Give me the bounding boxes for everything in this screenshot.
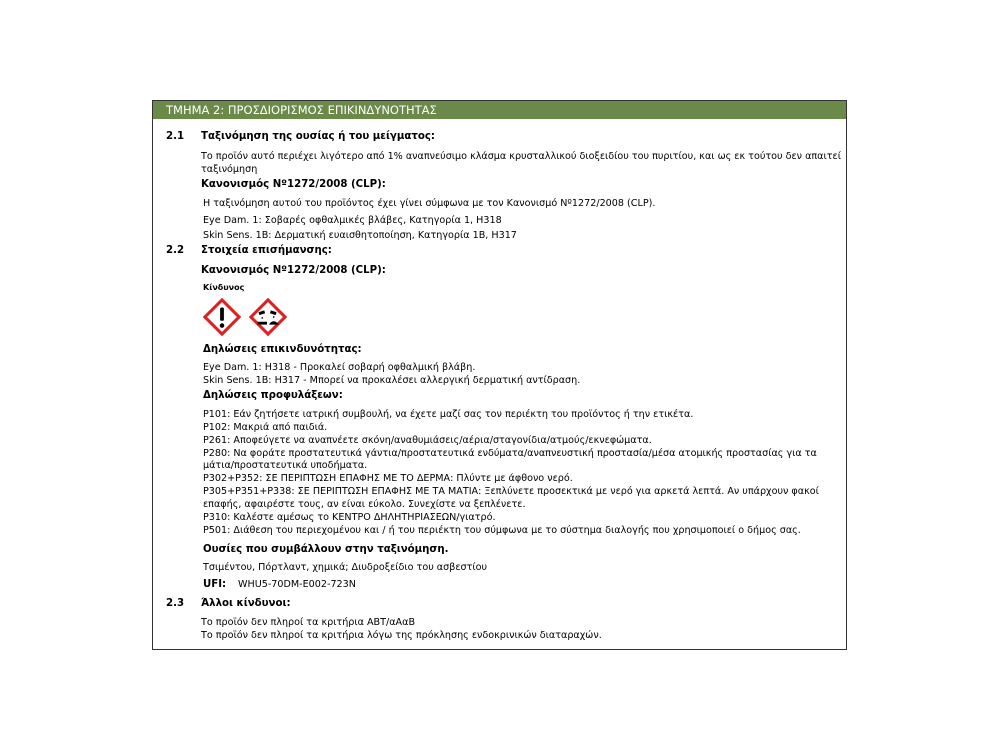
corrosion-icon [249, 298, 287, 336]
s22-regulation-title: Κανονισμός Nº1272/2008 (CLP): [201, 265, 386, 276]
s23-line2: Το προϊόν δεν πληροί τα κριτήρια λόγω της πρόκλησης ενδοκρινικών διαταραχών. [201, 630, 602, 641]
precautionary-statement: P280: Να φοράτε προστατευτικά γάντια/προστατευτικά ενδύματα/αναπνευστική προστασία/μέσα ατομικής προστασίας για τα [203, 448, 817, 459]
s21-text-line1: Το προϊόν αυτό περιέχει λιγότερο από 1% αναπνεύσιμο κλάσμα κρυσταλλικού διοξειδίου του πυριτίου, και ως εκ τούτου δεν απαιτεί [201, 151, 841, 162]
section-header: ΤΜΗΜΑ 2: ΠΡΟΣΔΙΟΡΙΣΜΟΣ ΕΠΙΚΙΝΔΥΝΟΤΗΤΑΣ [153, 101, 846, 119]
section-2-1-number: 2.1 [166, 131, 185, 142]
section-2-box [152, 100, 847, 650]
section-2-2-title: Στοιχεία επισήμανσης: [201, 245, 332, 256]
precautionary-statement: P310: Καλέστε αμέσως το ΚΕΝΤΡΟ ΔΗΛΗΤΗΡΙΑΣΕΩΝ/γιατρό. [203, 512, 496, 523]
contributing-substances-text: Τσιμέντου, Πόρτλαντ, χημικά; Διυδροξείδιο του ασβεστίου [203, 562, 488, 573]
ufi-label: UFI: [203, 579, 227, 590]
section-2-3-title: Άλλοι κίνδυνοι: [201, 598, 291, 609]
s21-text-line2: ταξινόμηση [201, 164, 258, 175]
s23-line1: Το προϊόν δεν πληροί τα κριτήρια ΑΒΤ/αΑαΒ [201, 617, 416, 628]
s21-regulation-title: Κανονισμός Nº1272/2008 (CLP): [201, 179, 386, 190]
precautionary-statement: P101: Εάν ζητήσετε ιατρική συμβουλή, να έχετε μαζί σας τον περιέκτη του προϊόντος ή την ετικέτα. [203, 409, 694, 420]
s21-regulation-text: Η ταξινόμηση αυτού του προϊόντος έχει γίνει σύμφωνα με τον Κανονισμό Nº1272/2008 (CLP). [203, 198, 656, 209]
section-2-3-number: 2.3 [166, 598, 185, 609]
hazard-statement: Eye Dam. 1: H318 - Προκαλεί σοβαρή οφθαλμική βλάβη. [203, 362, 476, 373]
precautionary-statement: επαφής, αφαιρέστε τους, αν είναι εύκολο. Συνεχίστε να ξεπλένετε. [203, 499, 526, 510]
hazard-statement: Skin Sens. 1B: H317 - Μπορεί να προκαλέσει αλλεργική δερματική αντίδραση. [203, 375, 581, 386]
section-2-2-number: 2.2 [166, 245, 185, 256]
s21-classification-2: Skin Sens. 1B: Δερματική ευαισθητοποίηση, Κατηγορία 1B, H317 [203, 230, 517, 241]
precautionary-statement: P305+P351+P338: ΣΕ ΠΕΡΙΠΤΩΣΗ ΕΠΑΦΗΣ ΜΕ ΤΑ ΜΑΤΙΑ: Ξεπλύνετε προσεκτικά με νερό για αρκετά λεπτά. Αν υπάρχουν φακοί [203, 486, 819, 497]
precautionary-statement: μάτια/προστατευτικά υποδήματα. [203, 460, 368, 471]
section-2-1-title: Ταξινόμηση της ουσίας ή του μείγματος: [201, 131, 435, 142]
ufi-value: WHU5-70DM-E002-723N [238, 579, 356, 590]
signal-word: Κίνδυνος [203, 283, 245, 292]
s21-classification-1: Eye Dam. 1: Σοβαρές οφθαλμικές βλάβες, Κατηγορία 1, H318 [203, 215, 502, 226]
contributing-substances-title: Ουσίες που συμβάλλουν στην ταξινόμηση. [203, 544, 449, 555]
precautionary-statements-title: Δηλώσεις προφυλάξεων: [203, 390, 343, 401]
precautionary-statement: P261: Αποφεύγετε να αναπνέετε σκόνη/αναθυμιάσεις/αέρια/σταγονίδια/ατμούς/εκνεφώματα. [203, 435, 652, 446]
hazard-statements-title: Δηλώσεις επικινδυνότητας: [203, 344, 362, 355]
precautionary-statement: P501: Διάθεση του περιεχομένου και / ή του περιέκτη του σύμφωνα με το σύστημα διαλογής που χρησιμοποιεί ο δήμος σας. [203, 525, 801, 536]
precautionary-statement: P102: Μακριά από παιδιά. [203, 422, 328, 433]
precautionary-statement: P302+P352: ΣΕ ΠΕΡΙΠΤΩΣΗ ΕΠΑΦΗΣ ΜΕ ΤΟ ΔΕΡΜΑ: Πλύντε με άφθονο νερό. [203, 473, 573, 484]
exclamation-mark-icon [203, 298, 241, 336]
